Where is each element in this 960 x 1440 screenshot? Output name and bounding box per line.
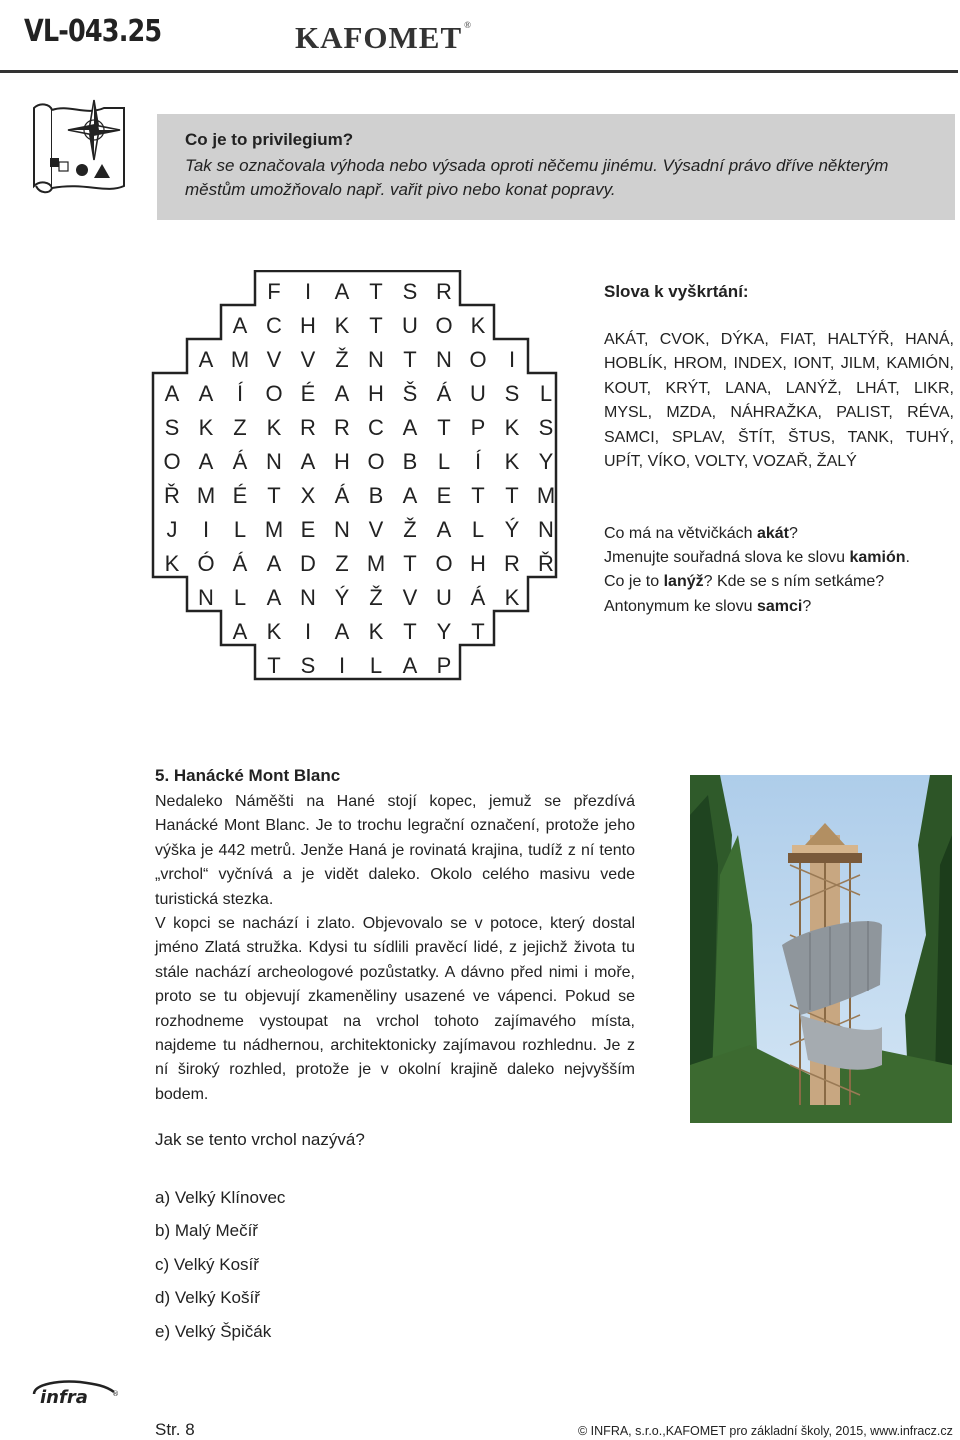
main-question: Jak se tento vrchol nazývá? [155, 1130, 365, 1149]
grid-letter: É [232, 483, 248, 508]
grid-letter: K [504, 585, 520, 610]
question-text: Co je to [604, 573, 664, 591]
grid-letter: T [403, 551, 417, 576]
question-text: ? [802, 597, 812, 615]
grid-outline [153, 271, 556, 679]
infra-logo-mark: ® [112, 1390, 119, 1398]
option-d[interactable]: d) Velký Košíř [155, 1288, 260, 1307]
registered-mark: ® [464, 20, 473, 30]
grid-letter: K [504, 449, 520, 474]
grid-letter: T [267, 653, 281, 678]
grid-letter: A [436, 517, 452, 542]
grid-letter: T [369, 313, 383, 338]
grid-letter: Ý [504, 517, 520, 542]
grid-letter: O [367, 449, 385, 474]
grid-letter: Ž [335, 347, 349, 372]
grid-letter: B [368, 483, 384, 508]
grid-letter: O [435, 313, 453, 338]
grid-letter: U [470, 381, 486, 406]
grid-letter: C [266, 313, 282, 338]
words-title: Slova k vyškrtání: [604, 282, 749, 301]
question-keyword: kamión [849, 549, 906, 567]
grid-letter: Á [334, 483, 350, 508]
grid-letter: B [402, 449, 418, 474]
grid-letter: H [334, 449, 350, 474]
grid-letter: S [504, 381, 520, 406]
grid-letter: N [368, 347, 384, 372]
grid-letter: K [164, 551, 180, 576]
grid-letter: Ř [538, 551, 554, 576]
grid-letter: L [539, 381, 553, 406]
grid-letter: T [369, 279, 383, 304]
grid-letter: A [402, 415, 418, 440]
question-kamion [604, 546, 954, 570]
question-samci [604, 595, 954, 619]
grid-letter: I [304, 619, 312, 644]
grid-letter: R [436, 279, 452, 304]
grid-letter: J [166, 517, 178, 542]
grid-letter: H [368, 381, 384, 406]
question-text: ? Kde se s ním setkáme? [703, 573, 885, 591]
grid-letter: A [300, 449, 316, 474]
word-search-grid [150, 270, 560, 690]
grid-letter: S [164, 415, 180, 440]
grid-letter: T [471, 619, 485, 644]
grid-letter: S [538, 415, 554, 440]
grid-letter: Ó [197, 551, 215, 576]
grid-letter: A [232, 619, 248, 644]
grid-letter: K [266, 415, 282, 440]
grid-letter: V [402, 585, 418, 610]
infra-logo [30, 1378, 122, 1406]
grid-letter: P [470, 415, 486, 440]
grid-letter: M [230, 347, 250, 372]
words-list: AKÁT, CVOK, DÝKA, FIAT, HALTÝŘ, HANÁ, HOBLÍK, HROM, INDEX, IONT, JILM, KAMIÓN, KOUT, KRÝT, LANA, LANÝŽ, LHÁT, LIKR, MYSL, MZDA, NÁHRAŽKA, PALIST, RÉVA, SAMCI, SPLAV, ŠTÍT, ŠTUS, TANK, TUHÝ, UPÍT, VÍKO, VOLTY, VOZAŘ, ŽALÝ [604, 331, 954, 471]
question-akat [604, 522, 954, 546]
grid-letter: A [402, 653, 418, 678]
grid-letter: K [470, 313, 486, 338]
grid-letter: N [334, 517, 350, 542]
grid-letter: E [300, 517, 316, 542]
grid-letter: Y [538, 449, 554, 474]
grid-letter: M [536, 483, 556, 508]
option-c[interactable]: c) Velký Kosíř [155, 1255, 259, 1274]
question-text: . [905, 549, 910, 567]
grid-letter: H [470, 551, 486, 576]
question-text: Jmenujte souřadná slova ke slovu [604, 549, 850, 567]
grid-letter: L [437, 449, 451, 474]
grid-letter: R [300, 415, 316, 440]
grid-letter: Á [232, 449, 248, 474]
question-keyword: samci [756, 597, 803, 615]
grid-letter: T [403, 619, 417, 644]
grid-letter: O [435, 551, 453, 576]
grid-letter: C [368, 415, 384, 440]
grid-letter: M [264, 517, 284, 542]
grid-letter: A [198, 347, 214, 372]
grid-letter: I [202, 517, 210, 542]
lookout-tower-photo [690, 775, 952, 1123]
grid-letter: M [196, 483, 216, 508]
grid-letter: U [402, 313, 418, 338]
grid-letter: V [368, 517, 384, 542]
page-number: Str. 8 [155, 1420, 195, 1439]
grid-letter: N [538, 517, 554, 542]
map-scroll-icon [24, 96, 132, 200]
option-b[interactable]: b) Malý Mečíř [155, 1221, 258, 1240]
grid-letter: F [267, 279, 281, 304]
grid-letter: H [300, 313, 316, 338]
grid-letter: S [300, 653, 316, 678]
grid-letter: N [436, 347, 452, 372]
question-keyword: akát [756, 525, 789, 542]
grid-letter: T [267, 483, 281, 508]
copyright: © INFRA, s.r.o.,KAFOMET pro základní školy, 2015, www.infracz.cz [578, 1424, 953, 1438]
grid-letter: A [198, 381, 214, 406]
grid-letter: A [266, 551, 282, 576]
grid-letter: A [266, 585, 282, 610]
grid-letter: Ý [334, 585, 350, 610]
question-lanyz [604, 570, 954, 594]
section-paragraph-1: Nedaleko Náměšti na Hané stojí kopec, jemuž se přezdívá Hanácké Mont Blanc. Je to trochu legrační označení, protože jeho výška je 442 metrů. Jenže Haná je rovinatá krajina, tudíž z ní tento „vrchol“ vyčnívá a je vidět daleko. Okolo celého masivu vede turistická stezka. [155, 793, 635, 908]
grid-letter: L [233, 585, 247, 610]
grid-letter: N [198, 585, 214, 610]
section-title: 5. Hanácké Mont Blanc [155, 766, 341, 785]
grid-letter: Y [436, 619, 452, 644]
grid-letter: S [402, 279, 418, 304]
grid-letter: A [198, 449, 214, 474]
grid-letter: R [334, 415, 350, 440]
section-body [155, 790, 635, 1107]
grid-letter: Ž [369, 585, 383, 610]
grid-letter: O [265, 381, 283, 406]
option-a[interactable]: a) Velký Klínovec [155, 1188, 286, 1207]
grid-letter: T [505, 483, 519, 508]
grid-letter: D [300, 551, 316, 576]
grid-letter: L [471, 517, 485, 542]
header-divider [0, 70, 958, 73]
grid-letter: L [233, 517, 247, 542]
grid-letter: I [508, 347, 516, 372]
grid-letter: A [334, 279, 350, 304]
question-text: Co má na větvičkách [604, 525, 757, 542]
grid-letter: Í [236, 381, 244, 406]
brand-name: KAFOMET [295, 20, 463, 55]
grid-letter: É [300, 381, 316, 406]
grid-letter: K [504, 415, 520, 440]
option-e[interactable]: e) Velký Špičák [155, 1322, 272, 1341]
grid-letter: I [304, 279, 312, 304]
grid-letter: T [437, 415, 451, 440]
grid-letter: N [300, 585, 316, 610]
question-text: Antonymum ke slovu [604, 597, 757, 615]
section-paragraph-2: V kopci se nachází i zlato. Objevovalo se v potoce, který dostal jméno Zlatá stružka. Kdysi tu sídlili pravěcí lidé, z jejichž života tu stále nachází archeologové pozůstatky. A dávno před nimi i moře, proto se tu objevují zkameněliny usazené ve vápenci. Pokud se rozhodneme vystoupat na vrchol tohoto zajímavého místa, najdeme tu nádhernou, architektonicky zajímavou rozhlednu. Je z ní široký rozhled, protože je v okolní krajině daleko nejvyšším bodem. [155, 915, 635, 1103]
grid-letter: K [334, 313, 350, 338]
grid-letter: U [436, 585, 452, 610]
grid-letter: V [266, 347, 282, 372]
grid-letter: M [366, 551, 386, 576]
grid-letter: K [368, 619, 384, 644]
grid-letter: E [436, 483, 452, 508]
grid-letter: R [504, 551, 520, 576]
grid-letter: Ž [403, 517, 417, 542]
grid-letter: A [334, 381, 350, 406]
questions-block [604, 522, 954, 619]
grid-letter: O [163, 449, 181, 474]
grid-letter: Í [474, 449, 482, 474]
grid-letter: Á [232, 551, 248, 576]
grid-letter: I [338, 653, 346, 678]
grid-letter: A [232, 313, 248, 338]
grid-letter: A [164, 381, 180, 406]
grid-letter: Ř [164, 483, 180, 508]
infra-logo-text: infra [40, 1387, 88, 1406]
grid-letter: K [198, 415, 214, 440]
grid-letter: Z [335, 551, 349, 576]
grid-letter: X [300, 483, 316, 508]
grid-letter: A [334, 619, 350, 644]
grid-letter: V [300, 347, 316, 372]
grid-letter: Á [436, 381, 452, 406]
grid-letter: T [471, 483, 485, 508]
brand-title [295, 20, 472, 56]
question-keyword: lanýž [663, 573, 704, 591]
grid-letter: N [266, 449, 282, 474]
grid-letter: K [266, 619, 282, 644]
info-box [157, 114, 955, 220]
question-text: ? [788, 525, 798, 542]
grid-letter: Z [233, 415, 247, 440]
worksheet-code: VL-043.25 [24, 14, 162, 49]
grid-letter: L [369, 653, 383, 678]
grid-letter: Š [402, 381, 418, 406]
info-box-title: Co je to privilegium? [185, 130, 354, 149]
grid-letter: P [436, 653, 452, 678]
grid-letter: Á [470, 585, 486, 610]
grid-letter: O [469, 347, 487, 372]
info-box-text: Tak se označovala výhoda nebo výsada oproti něčemu jinému. Výsadní právo dříve některým městům umožňovalo např. vařit pivo nebo konat popravy. [185, 156, 889, 199]
grid-letter: A [402, 483, 418, 508]
grid-letter: T [403, 347, 417, 372]
